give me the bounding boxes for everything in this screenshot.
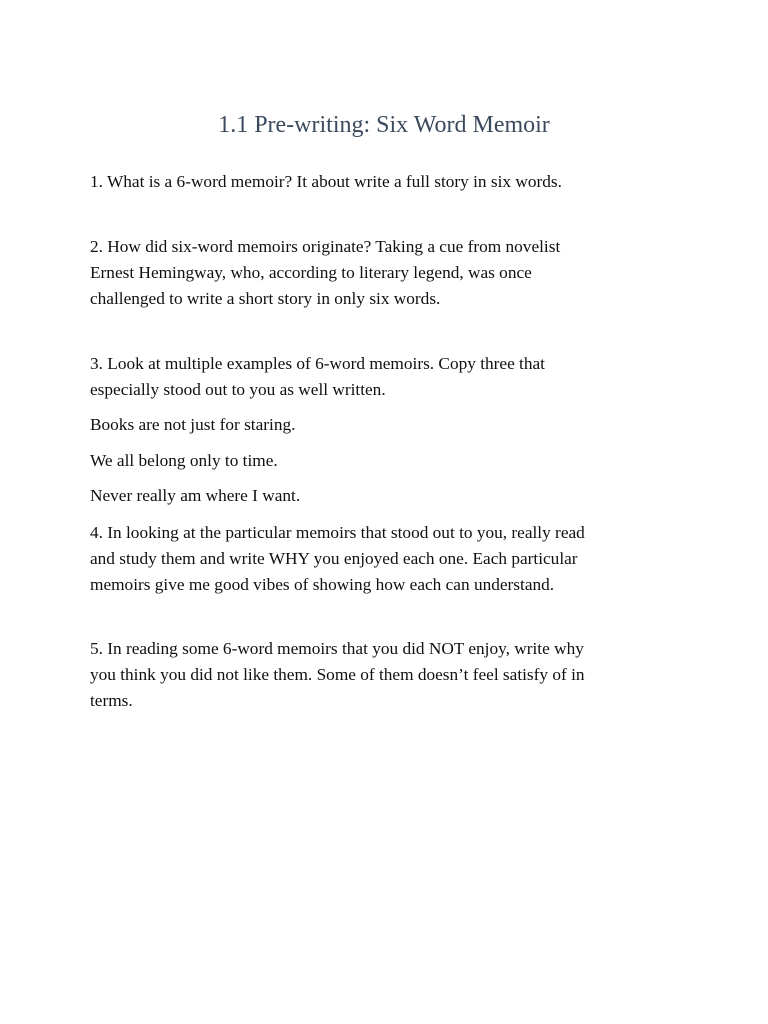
example-memoir: Never really am where I want. — [90, 486, 301, 505]
example-memoir: Books are not just for staring. — [90, 415, 296, 434]
example-memoir: We all belong only to time. — [90, 451, 278, 470]
question-5 — [90, 636, 690, 714]
question-1 — [90, 169, 690, 195]
question-2-line: Ernest Hemingway, who, according to literary legend, was once — [90, 263, 532, 282]
question-1-line: 1. What is a 6-word memoir? It about write a full story in six words. — [90, 172, 562, 191]
question-4 — [90, 520, 690, 598]
question-4-line: and study them and write WHY you enjoyed each one. Each particular — [90, 549, 578, 568]
question-3-line: 3. Look at multiple examples of 6-word memoirs. Copy three that — [90, 354, 545, 373]
question-5-line: 5. In reading some 6-word memoirs that you did NOT enjoy, write why — [90, 639, 584, 658]
question-5-line: you think you did not like them. Some of them doesn’t feel satisfy of in — [90, 665, 585, 684]
question-4-line: memoirs give me good vibes of showing how each can understand. — [90, 575, 555, 594]
page-title: 1.1 Pre-writing: Six Word Memoir — [218, 112, 550, 138]
question-3 — [90, 351, 690, 403]
question-3-line: especially stood out to you as well written. — [90, 380, 386, 399]
question-2-line: 2. How did six-word memoirs originate? Taking a cue from novelist — [90, 237, 561, 256]
question-4-line: 4. In looking at the particular memoirs that stood out to you, really read — [90, 523, 585, 542]
question-2-line: challenged to write a short story in only six words. — [90, 289, 441, 308]
question-2 — [90, 234, 690, 312]
question-5-line: terms. — [90, 691, 133, 710]
